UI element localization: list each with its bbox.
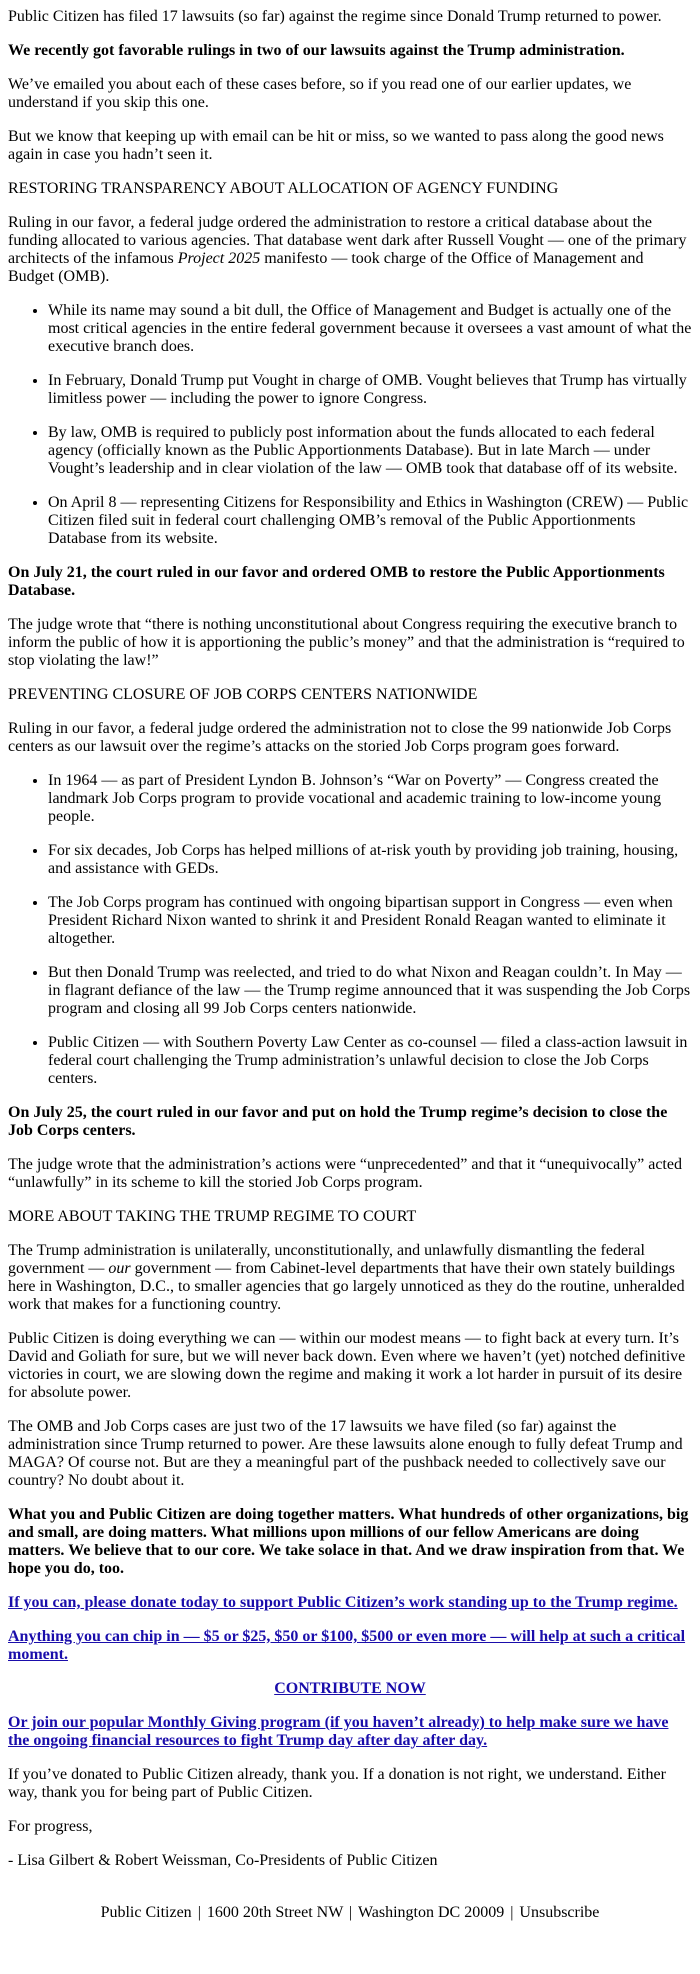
list-item: • For six decades, Job Corps has helped millions of at-risk youth by providing job training, housing, and assistance with GEDs.: [48, 842, 692, 878]
footer-separator: |: [349, 1904, 353, 1921]
list-item: • Public Citizen — with Southern Poverty Law Center as co-counsel — filed a class-action lawsuit in federal court challenging the Trump administration’s unlawful decision to close the Job Corps centers.: [48, 1034, 692, 1088]
body-paragraph: Public Citizen is doing everything we can — within our modest means — to fight back at every turn. It’s David and Goliath for sure, but we will never back down. Even where we haven’t (yet) notched definitive victories in court, we are slowing down the regime and making it work a lot harder in pursuit of its desire for absolute power.: [8, 1330, 686, 1401]
closing-thanks: If you’ve donated to Public Citizen already, thank you. If a donation is not right, we understand. Either way, thank you for being part of Public Citizen.: [8, 1766, 666, 1801]
list-item: • The Job Corps program has continued with ongoing bipartisan support in Congress — even when President Richard Nixon wanted to shrink it and President Ronald Reagan wanted to eliminate it altogether.: [48, 894, 692, 948]
footer-org: Public Citizen: [100, 1904, 192, 1921]
list-item: • In 1964 — as part of President Lyndon B. Johnson’s “War on Poverty” — Congress created the landmark Job Corps program to provide vocational and academic training to low-income young people.: [48, 772, 692, 826]
judge-quote: The judge wrote that “there is nothing unconstitutional about Congress requiring the executive branch to inform the public of how it is apportioning the public’s money” and that the administration is “required to stop violating the law!”: [8, 616, 685, 669]
chip-in-link-paragraph: [8, 1628, 692, 1664]
footer: [8, 1904, 692, 1932]
emphasis-our: our: [108, 1260, 131, 1277]
section-lead: Ruling in our favor, a federal judge ordered the administration to restore a critical database about the funding allocated to various agencies. That database went dark after Russell Vought — one of the primary architects of the infamous Project 2025 manifesto — took charge of the Office of Management and Budget (OMB).: [8, 214, 687, 285]
footer-address: 1600 20th Street NW: [206, 1904, 344, 1921]
intro-paragraph: We’ve emailed you about each of these cases before, so if you read one of our earlier updates, we understand if you skip this one.: [8, 76, 632, 111]
footer-separator: |: [510, 1904, 514, 1921]
body-paragraph: The Trump administration is unilaterally, unconstitutionally, and unlawfully dismantling the federal government — our government — from Cabinet-level departments that have their own stately buildings here in Washington, D.C., to smaller agencies that go largely unnoticed as they do the routine, unheralded work that makes for a functioning country.: [8, 1242, 685, 1313]
donate-link-paragraph: [8, 1594, 692, 1612]
donate-link[interactable]: If you can, please donate today to support Public Citizen’s work standing up to the Trump regime.: [8, 1594, 678, 1611]
signoff: For progress,: [8, 1818, 93, 1835]
intro-paragraph: But we know that keeping up with email can be hit or miss, so we wanted to pass along the good news again in case you hadn’t seen it.: [8, 128, 664, 163]
ruling-statement: On July 25, the court ruled in our favor and put on hold the Trump regime’s decision to close the Job Corps centers.: [8, 1104, 668, 1139]
footer-separator: |: [197, 1904, 201, 1921]
bullet-list-job-corps: [8, 772, 692, 1088]
project-2025-title: Project 2025: [177, 250, 261, 267]
list-item: • On April 8 — representing Citizens for Responsibility and Ethics in Washington (CREW) — Public Citizen filed suit in federal court challenging OMB’s removal of the Public Apportionments Database from its website.: [48, 494, 692, 548]
section-heading-court: MORE ABOUT TAKING THE TRUMP REGIME TO COURT: [8, 1208, 417, 1225]
intro-headline: [8, 42, 692, 60]
bold-paragraph: What you and Public Citizen are doing together matters. What hundreds of other organizations, big and small, are doing matters. What millions upon millions of our fellow Americans are doing matters. We believe that to our core. We take solace in that. And we draw inspiration from that. We hope you do, too.: [8, 1506, 689, 1577]
list-item: • But then Donald Trump was reelected, and tried to do what Nixon and Reagan couldn’t. In May — in flagrant defiance of the law — the Trump regime announced that it was suspending the Job Corps program and closing all 99 Job Corps centers nationwide.: [48, 964, 692, 1018]
contribute-now-button[interactable]: CONTRIBUTE NOW: [274, 1680, 426, 1697]
section-heading-job-corps: PREVENTING CLOSURE OF JOB CORPS CENTERS NATIONWIDE: [8, 686, 478, 703]
intro-headline-text: We recently got favorable rulings in two of our lawsuits against the Trump administration.: [8, 42, 625, 59]
intro-paragraph: Public Citizen has filed 17 lawsuits (so far) against the regime since Donald Trump returned to power.: [8, 8, 662, 25]
unsubscribe-link[interactable]: Unsubscribe: [519, 1904, 600, 1921]
signature: - Lisa Gilbert & Robert Weissman, Co-Presidents of Public Citizen: [8, 1852, 438, 1869]
list-item: • In February, Donald Trump put Vought in charge of OMB. Vought believes that Trump has virtually limitless power — including the power to ignore Congress.: [48, 372, 692, 408]
section-lead: Ruling in our favor, a federal judge ordered the administration not to close the 99 nationwide Job Corps centers as our lawsuit over the regime’s attacks on the storied Job Corps program goes forward.: [8, 720, 672, 755]
chip-in-link[interactable]: Anything you can chip in — $5 or $25, $50 or $100, $500 or even more — will help at such a critical moment.: [8, 1628, 686, 1663]
bullet-list-omb: [8, 302, 692, 548]
body-paragraph: The OMB and Job Corps cases are just two of the 17 lawsuits we have filed (so far) against the administration since Trump returned to power. Are these lawsuits alone enough to fully defeat Trump and MAGA? Of course not. But are they a meaningful part of the pushback needed to collectively save our country? No doubt about it.: [8, 1418, 683, 1489]
contribute-paragraph: [8, 1680, 692, 1698]
list-item: • While its name may sound a bit dull, the Office of Management and Budget is actually one of the most critical agencies in the entire federal government because it oversees a vast amount of what the executive branch does.: [48, 302, 692, 356]
monthly-giving-link[interactable]: Or join our popular Monthly Giving program (if you haven’t already) to help make sure we have the ongoing financial resources to fight Trump day after day after day.: [8, 1714, 669, 1749]
monthly-giving-paragraph: [8, 1714, 692, 1750]
list-item: • By law, OMB is required to publicly post information about the funds allocated to each federal agency (officially known as the Public Apportionments Database). But in late March — under Vought’s leadership and in clear violation of the law — OMB took that database off of its website.: [48, 424, 692, 478]
section-heading-transparency: RESTORING TRANSPARENCY ABOUT ALLOCATION OF AGENCY FUNDING: [8, 180, 559, 197]
footer-city: Washington DC 20009: [357, 1904, 505, 1921]
judge-quote: The judge wrote that the administration’s actions were “unprecedented” and that it “unequivocally” acted “unlawfully” in its scheme to kill the storied Job Corps program.: [8, 1156, 682, 1191]
ruling-statement: On July 21, the court ruled in our favor and ordered OMB to restore the Public Apportionments Database.: [8, 564, 665, 599]
